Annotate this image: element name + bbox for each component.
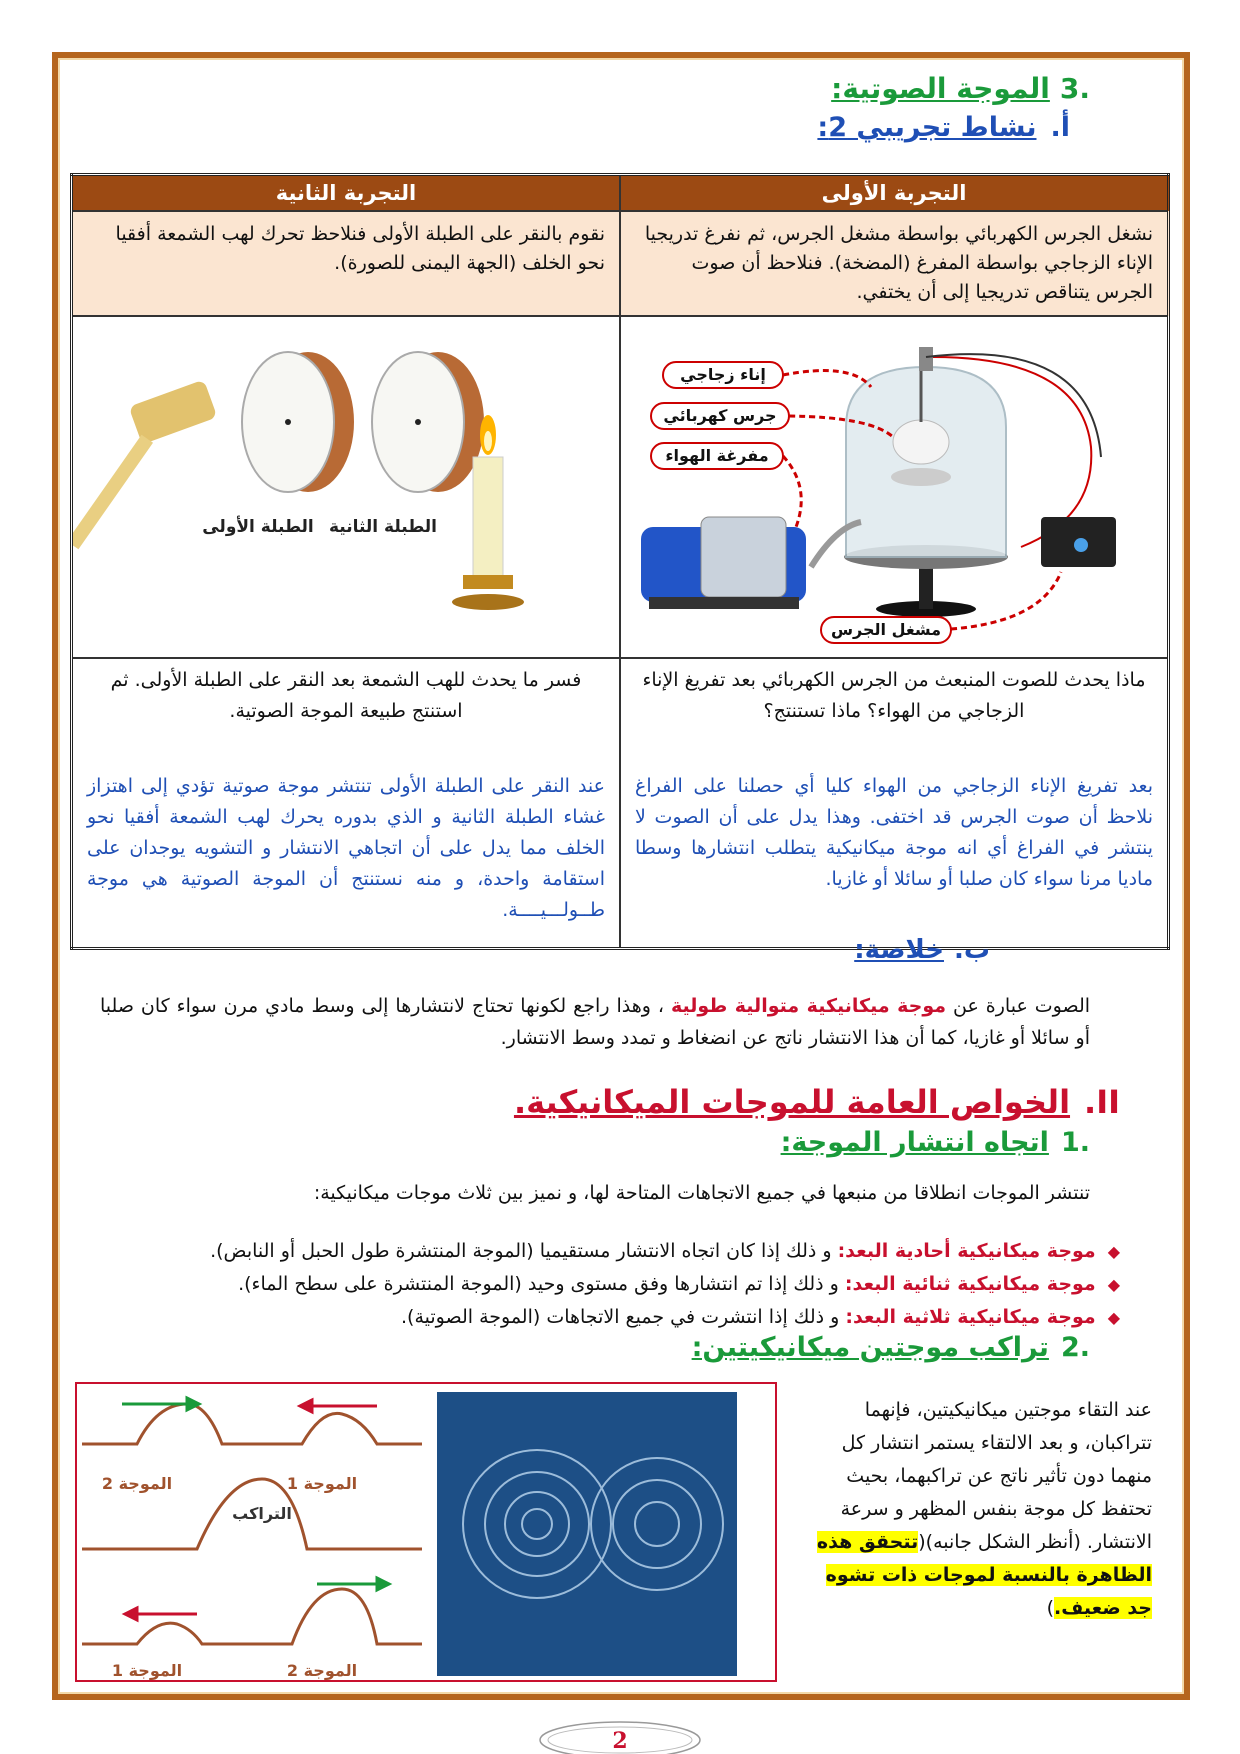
label-first-drum: الطبلة الأولى xyxy=(202,517,314,537)
desc-second: نقوم بالنقر على الطبلة الأولى فنلاحظ تحرك لهب الشمعة أفقيا نحو الخلف (الجهة اليمنى للصورة). xyxy=(72,211,621,316)
page-number: 2 xyxy=(612,1728,628,1754)
header-second-experiment: التجربة الثانية xyxy=(72,175,621,212)
wave-types-list xyxy=(210,1235,1120,1334)
label-wave-2-bottom: الموجة 2 xyxy=(286,1661,358,1680)
summary-paragraph: الصوت عبارة عن موجة ميكانيكية متوالية طولية ، وهذا راجع لكونها تحتاج لانتشارها إلى وسط مادي مرن سواء كان صلبا أو سائلا أو غازيا، كما أن هذا الانتشار ناتج عن انضغاط و تمدد وسط الانتشار. xyxy=(100,995,1091,1049)
list-item: ◆موجة ميكانيكية ثلاثية البعد: و ذلك إذا انتشرت في جميع الاتجاهات (الموجة الصوتية). xyxy=(401,1306,1120,1328)
diamond-icon: ◆ xyxy=(1107,1275,1120,1294)
label-glass-jar: إناء زجاجي xyxy=(680,365,766,384)
summary-highlight: موجة ميكانيكية متوالية طولية xyxy=(671,995,947,1017)
experiments-table xyxy=(70,173,1170,950)
label-wave-2-top: الموجة 2 xyxy=(101,1474,173,1493)
section-3-title: .3الموجة الصوتية: xyxy=(831,72,1090,105)
answer-second: عند النقر على الطبلة الأولى تنتشر موجة صوتية تؤدي إلى اهتزاز غشاء الطبلة الثانية و الذي بدوره يحرك لهب الشمعة أفقيا نحو الخلف مما يدل على أن اتجاهي الانتشار و التشويه يوجدان على استقامة واحدة، و منه نستنتج أن الموجة الصوتية هي موجة طــولـــيــــة. xyxy=(87,775,605,921)
bell-jar-image xyxy=(620,316,1169,658)
question-answer-first xyxy=(620,658,1169,948)
label-wave-1-bottom: الموجة 1 xyxy=(111,1661,183,1680)
highlighted-note: تتحقق هذه الظاهرة بالنسبة لموجات ذات تشوه جد ضعيف. xyxy=(816,1531,1152,1619)
label-overlap: التراكب xyxy=(232,1504,292,1523)
header-first-experiment: التجربة الأولى xyxy=(620,175,1169,212)
label-electric-bell: جرس كهربائي xyxy=(663,406,777,425)
answer-first: بعد تفريغ الإناء الزجاجي من الهواء كليا أي حصلنا على الفراغ نلاحظ أن صوت الجرس قد اختفى. وهذا يدل على أن الصوت لا ينتشر في الفراغ أي انه موجة ميكانيكية يتطلب انتشارها وسطا ماديا مرنا سواء كان صلبا أو سائلا أو غازيا. xyxy=(635,775,1153,890)
question-answer-second xyxy=(72,658,621,948)
label-second-drum: الطبلة الثانية xyxy=(328,517,438,537)
superposition-paragraph: عند التقاء موجتين ميكانيكيتين، فإنهما تتراكبان، و بعد الالتقاء يستمر انتشار كل منهما دون تأثير ناتج عن تراكبهما، بحيث تحتفظ كل موجة بنفس المظهر و سرعة الانتشار. (أنظر الشكل جانبه)(تتحقق هذه الظاهرة بالنسبة لموجات ذات تشوه جد ضعيف.) xyxy=(816,1399,1152,1619)
page-number-badge xyxy=(535,1718,705,1754)
question-second: فسر ما يحدث للهب الشمعة بعد النقر على الطبلة الأولى. ثم استنتج طبيعة الموجة الصوتية. xyxy=(110,669,582,722)
drums-candle-image xyxy=(72,316,621,658)
label-wave-1-top: الموجة 1 xyxy=(286,1474,358,1493)
list-item: ◆موجة ميكانيكية أحادية البعد: و ذلك إذا كان اتجاه الانتشار مستقيميا (الموجة المنتشرة طول الحبل أو النابض). xyxy=(210,1240,1120,1262)
superposition-figure xyxy=(75,1382,777,1682)
section-1-title: .1اتجاه انتشار الموجة: xyxy=(780,1127,1090,1158)
label-vacuum-pump: مفرغة الهواء xyxy=(665,446,769,465)
section-II-title: II.الخواص العامة للموجات الميكانيكية. xyxy=(513,1083,1120,1121)
diamond-icon: ◆ xyxy=(1107,1242,1120,1261)
section-a-title: أ.نشاط تجريبي 2: xyxy=(817,112,1070,143)
label-bell-driver: مشغل الجرس xyxy=(830,620,942,639)
intro-paragraph: تنتشر الموجات انطلاقا من منبعها في جميع الاتجاهات المتاحة لها، و نميز بين ثلاث موجات ميكانيكية: xyxy=(313,1182,1090,1204)
diamond-icon: ◆ xyxy=(1107,1308,1120,1327)
section-b-title: ب.خلاصة: xyxy=(854,935,990,965)
section-2-title: .2تراكب موجتين ميكانيكيتين: xyxy=(691,1332,1090,1363)
question-first: ماذا يحدث للصوت المنبعث من الجرس الكهربائي بعد تفريغ الإناء الزجاجي من الهواء؟ ماذا تستنتج؟ xyxy=(642,669,1146,722)
list-item: ◆موجة ميكانيكية ثنائية البعد: و ذلك إذا تم انتشارها وفق مستوى وحيد (الموجة المنتشرة على سطح الماء). xyxy=(238,1273,1120,1295)
desc-first: نشغل الجرس الكهربائي بواسطة مشغل الجرس، ثم نفرغ تدريجيا الإناء الزجاجي بواسطة المفرغ (المضخة). فنلاحظ أن صوت الجرس يتناقص تدريجيا إلى أن يختفي. xyxy=(620,211,1169,316)
